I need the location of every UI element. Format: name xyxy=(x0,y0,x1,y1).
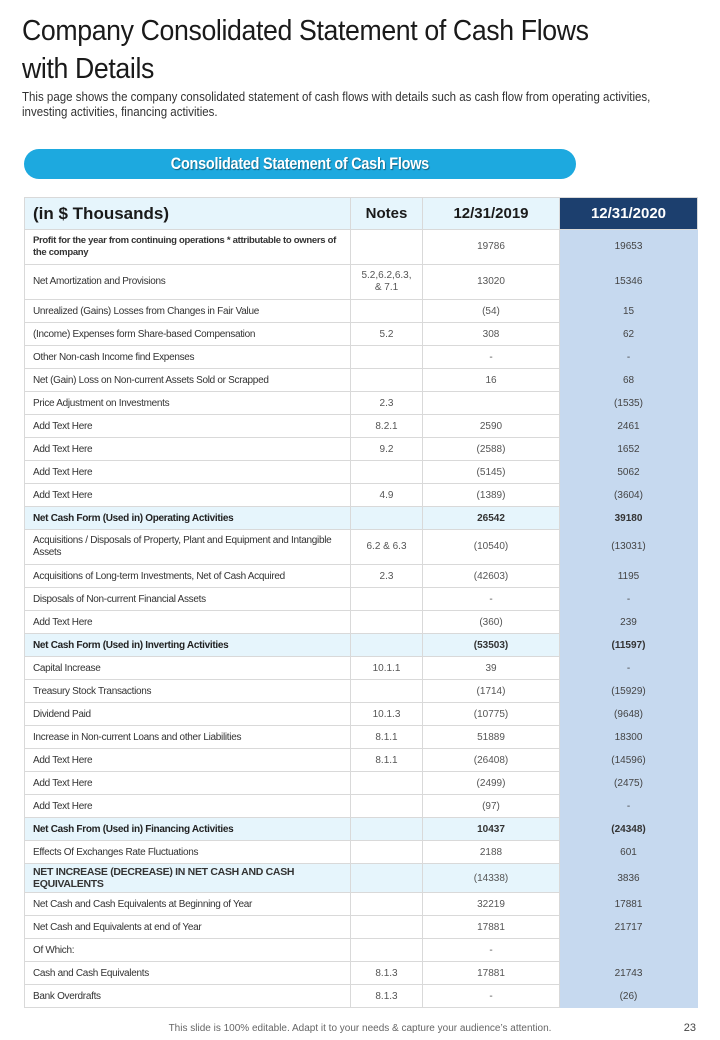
row-label: Add Text Here xyxy=(25,484,351,507)
row-notes: 5.2 xyxy=(351,323,423,346)
row-notes xyxy=(351,795,423,818)
row-value-2019: (42603) xyxy=(423,565,560,588)
row-notes xyxy=(351,346,423,369)
row-value-2020: (13031) xyxy=(560,530,698,565)
table-row xyxy=(25,484,698,507)
row-notes xyxy=(351,230,423,265)
cash-flow-table xyxy=(24,197,698,1008)
column-header-2019: 12/31/2019 xyxy=(423,198,560,230)
row-label: Treasury Stock Transactions xyxy=(25,680,351,703)
table-row xyxy=(25,916,698,939)
table-row xyxy=(25,507,698,530)
row-label: Add Text Here xyxy=(25,772,351,795)
row-label: NET INCREASE (DECREASE) IN NET CASH AND CASH EQUIVALENTS xyxy=(25,864,351,893)
table-row xyxy=(25,657,698,680)
row-label: (Income) Expenses form Share-based Compensation xyxy=(25,323,351,346)
table-row xyxy=(25,864,698,893)
row-value-2020: (15929) xyxy=(560,680,698,703)
row-value-2019: (1714) xyxy=(423,680,560,703)
table-row xyxy=(25,565,698,588)
row-label: Net (Gain) Loss on Non-current Assets Sold or Scrapped xyxy=(25,369,351,392)
row-label: Price Adjustment on Investments xyxy=(25,392,351,415)
row-value-2020: 21717 xyxy=(560,916,698,939)
table-row xyxy=(25,726,698,749)
column-header-label: (in $ Thousands) xyxy=(25,198,351,230)
row-value-2020: (2475) xyxy=(560,772,698,795)
row-value-2020: 39180 xyxy=(560,507,698,530)
row-label: Capital Increase xyxy=(25,657,351,680)
row-notes xyxy=(351,461,423,484)
footer-note: This slide is 100% editable. Adapt it to your needs & capture your audience’s attention. xyxy=(168,1023,552,1034)
row-notes: 6.2 & 6.3 xyxy=(351,530,423,565)
row-label: Add Text Here xyxy=(25,795,351,818)
row-label: Net Cash and Cash Equivalents at Beginning of Year xyxy=(25,893,351,916)
row-value-2019: 16 xyxy=(423,369,560,392)
row-value-2020: 2461 xyxy=(560,415,698,438)
row-notes: 10.1.1 xyxy=(351,657,423,680)
table-row xyxy=(25,962,698,985)
row-value-2019: 17881 xyxy=(423,916,560,939)
row-label: Net Cash From (Used in) Financing Activities xyxy=(25,818,351,841)
row-label: Add Text Here xyxy=(25,415,351,438)
row-value-2019: (2499) xyxy=(423,772,560,795)
row-value-2019: (14338) xyxy=(423,864,560,893)
row-value-2020: 5062 xyxy=(560,461,698,484)
row-label: Effects Of Exchanges Rate Fluctuations xyxy=(25,841,351,864)
row-value-2019: 19786 xyxy=(423,230,560,265)
table-row xyxy=(25,611,698,634)
row-notes xyxy=(351,864,423,893)
row-notes xyxy=(351,588,423,611)
page-title: Company Consolidated Statement of Cash Flows with Details xyxy=(22,15,589,85)
row-notes xyxy=(351,772,423,795)
page-subtitle: This page shows the company consolidated statement of cash flows with details such as cash flow from operating activities, investing activities, financing activities. xyxy=(22,90,651,119)
row-value-2020: 18300 xyxy=(560,726,698,749)
row-notes xyxy=(351,893,423,916)
row-value-2019: (2588) xyxy=(423,438,560,461)
row-label: Other Non-cash Income find Expenses xyxy=(25,346,351,369)
table-row xyxy=(25,265,698,300)
row-label: Dividend Paid xyxy=(25,703,351,726)
row-notes xyxy=(351,818,423,841)
table-row xyxy=(25,323,698,346)
row-notes: 4.9 xyxy=(351,484,423,507)
row-notes xyxy=(351,611,423,634)
row-notes: 5.2,6.2,6.3, & 7.1 xyxy=(351,265,423,300)
row-notes: 8.1.1 xyxy=(351,726,423,749)
table-row xyxy=(25,795,698,818)
row-value-2020: 68 xyxy=(560,369,698,392)
row-value-2019: (26408) xyxy=(423,749,560,772)
table-row xyxy=(25,772,698,795)
row-notes: 8.1.3 xyxy=(351,962,423,985)
row-notes xyxy=(351,369,423,392)
row-value-2020: 1652 xyxy=(560,438,698,461)
table-row xyxy=(25,392,698,415)
row-value-2019: 2590 xyxy=(423,415,560,438)
row-value-2020: (26) xyxy=(560,985,698,1008)
row-value-2019: 32219 xyxy=(423,893,560,916)
row-notes: 2.3 xyxy=(351,565,423,588)
table-row xyxy=(25,588,698,611)
table-row xyxy=(25,369,698,392)
row-notes: 9.2 xyxy=(351,438,423,461)
row-value-2019: (54) xyxy=(423,300,560,323)
row-notes xyxy=(351,634,423,657)
row-notes xyxy=(351,841,423,864)
row-value-2020: (14596) xyxy=(560,749,698,772)
row-label: Acquisitions of Long-term Investments, Net of Cash Acquired xyxy=(25,565,351,588)
row-value-2020: 3836 xyxy=(560,864,698,893)
row-label: Increase in Non-current Loans and other Liabilities xyxy=(25,726,351,749)
row-notes: 10.1.3 xyxy=(351,703,423,726)
row-value-2019: 51889 xyxy=(423,726,560,749)
table-header-row xyxy=(25,198,698,230)
row-value-2020: 21743 xyxy=(560,962,698,985)
row-label: Unrealized (Gains) Losses from Changes in Fair Value xyxy=(25,300,351,323)
row-value-2020: 239 xyxy=(560,611,698,634)
table-row xyxy=(25,703,698,726)
row-value-2019: (97) xyxy=(423,795,560,818)
row-value-2020: - xyxy=(560,346,698,369)
row-value-2020: - xyxy=(560,588,698,611)
row-value-2019: - xyxy=(423,588,560,611)
table-row xyxy=(25,818,698,841)
table-row xyxy=(25,680,698,703)
row-label: Bank Overdrafts xyxy=(25,985,351,1008)
row-value-2020: 1195 xyxy=(560,565,698,588)
column-header-notes: Notes xyxy=(351,198,423,230)
table-row xyxy=(25,461,698,484)
row-value-2019: (10775) xyxy=(423,703,560,726)
table-body xyxy=(25,230,698,1008)
row-label: Acquisitions / Disposals of Property, Plant and Equipment and Intangible Assets xyxy=(25,530,351,565)
table-row xyxy=(25,300,698,323)
row-label: Add Text Here xyxy=(25,611,351,634)
table-row xyxy=(25,841,698,864)
row-value-2019: 39 xyxy=(423,657,560,680)
row-notes xyxy=(351,939,423,962)
row-value-2019: - xyxy=(423,939,560,962)
row-value-2019: (5145) xyxy=(423,461,560,484)
row-value-2019: - xyxy=(423,346,560,369)
section-banner xyxy=(24,149,576,179)
row-value-2020: 15 xyxy=(560,300,698,323)
row-label: Disposals of Non-current Financial Assets xyxy=(25,588,351,611)
row-value-2019: - xyxy=(423,985,560,1008)
table-row xyxy=(25,893,698,916)
table-row xyxy=(25,985,698,1008)
table-row xyxy=(25,749,698,772)
row-label: Net Amortization and Provisions xyxy=(25,265,351,300)
row-value-2019: 308 xyxy=(423,323,560,346)
row-label: Net Cash Form (Used in) Inverting Activities xyxy=(25,634,351,657)
row-value-2020: (1535) xyxy=(560,392,698,415)
row-value-2019: (1389) xyxy=(423,484,560,507)
table-row xyxy=(25,530,698,565)
row-value-2020: 15346 xyxy=(560,265,698,300)
banner-label: Consolidated Statement of Cash Flows xyxy=(170,154,430,173)
row-value-2020: 17881 xyxy=(560,893,698,916)
row-label: Net Cash Form (Used in) Operating Activities xyxy=(25,507,351,530)
row-value-2019: 2188 xyxy=(423,841,560,864)
row-value-2019: (53503) xyxy=(423,634,560,657)
row-label: Cash and Cash Equivalents xyxy=(25,962,351,985)
row-notes xyxy=(351,916,423,939)
row-label: Profit for the year from continuing operations * attributable to owners of the company xyxy=(25,230,351,265)
row-value-2019: 10437 xyxy=(423,818,560,841)
row-value-2020: - xyxy=(560,795,698,818)
row-value-2020: (24348) xyxy=(560,818,698,841)
row-label: Add Text Here xyxy=(25,461,351,484)
row-value-2020: 62 xyxy=(560,323,698,346)
row-notes: 2.3 xyxy=(351,392,423,415)
table-row xyxy=(25,939,698,962)
row-label: Add Text Here xyxy=(25,438,351,461)
row-label: Of Which: xyxy=(25,939,351,962)
row-value-2020: (11597) xyxy=(560,634,698,657)
row-notes xyxy=(351,300,423,323)
row-value-2020: (3604) xyxy=(560,484,698,507)
page-number: 23 xyxy=(683,1022,696,1034)
table-row xyxy=(25,634,698,657)
table-row xyxy=(25,438,698,461)
row-notes xyxy=(351,507,423,530)
row-label: Add Text Here xyxy=(25,749,351,772)
row-notes: 8.1.3 xyxy=(351,985,423,1008)
column-header-2020: 12/31/2020 xyxy=(560,198,698,230)
row-value-2019 xyxy=(423,392,560,415)
row-value-2019: (360) xyxy=(423,611,560,634)
table-row xyxy=(25,346,698,369)
row-notes xyxy=(351,680,423,703)
row-notes: 8.1.1 xyxy=(351,749,423,772)
row-value-2020: - xyxy=(560,657,698,680)
row-value-2019: (10540) xyxy=(423,530,560,565)
row-value-2019: 17881 xyxy=(423,962,560,985)
row-value-2020: 601 xyxy=(560,841,698,864)
row-label: Net Cash and Equivalents at end of Year xyxy=(25,916,351,939)
row-value-2020: 19653 xyxy=(560,230,698,265)
row-value-2019: 26542 xyxy=(423,507,560,530)
table-row xyxy=(25,415,698,438)
row-notes: 8.2.1 xyxy=(351,415,423,438)
row-value-2020: (9648) xyxy=(560,703,698,726)
row-value-2020 xyxy=(560,939,698,962)
table-row xyxy=(25,230,698,265)
row-value-2019: 13020 xyxy=(423,265,560,300)
